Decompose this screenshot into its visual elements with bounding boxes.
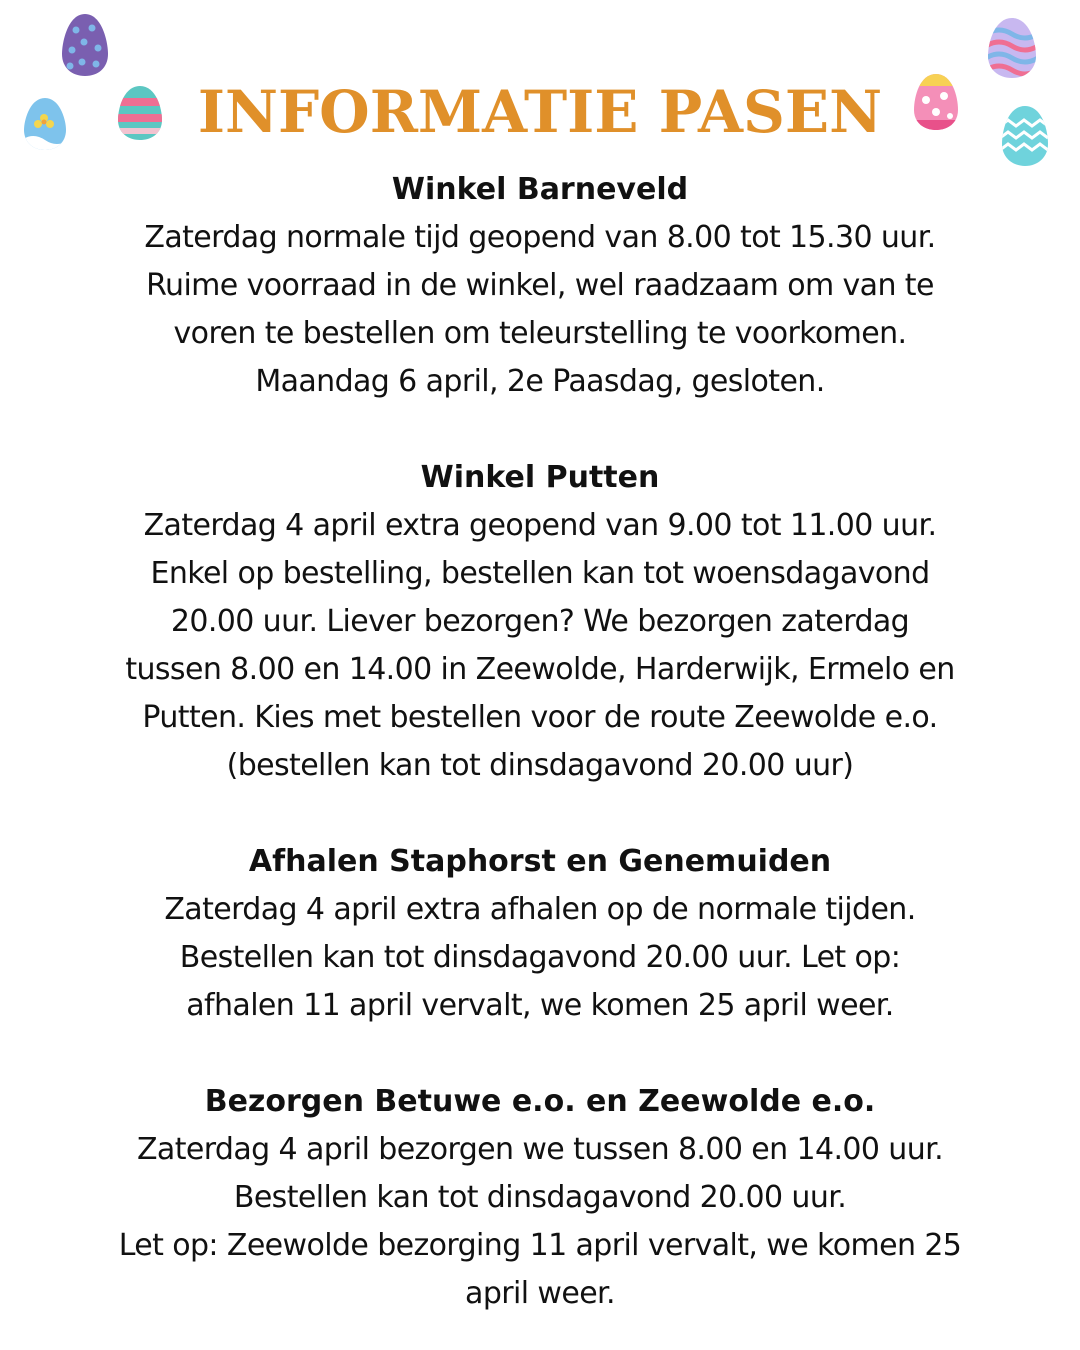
section-bezorgen-betuwe-zeewolde (30, 1078, 1050, 1318)
section-line: Putten. Kies met bestellen voor de route Zeewolde e.o. (142, 700, 938, 735)
section-line: afhalen 11 april vervalt, we komen 25 april weer. (186, 988, 894, 1023)
section-winkel-barneveld (30, 166, 1050, 406)
section-line: Bestellen kan tot dinsdagavond 20.00 uur. Let op: (179, 940, 901, 975)
easter-egg-purple-icon (60, 12, 110, 78)
info-content (30, 166, 1050, 1318)
section-winkel-putten (30, 454, 1050, 790)
section-afhalen-staphorst-genemuiden (30, 838, 1050, 1030)
section-heading: Winkel Putten (420, 460, 660, 495)
section-line: Ruime voorraad in de winkel, wel raadzaam om van te (146, 268, 934, 303)
section-line: (bestellen kan tot dinsdagavond 20.00 uur) (226, 748, 854, 783)
section-line: Maandag 6 april, 2e Paasdag, gesloten. (255, 364, 825, 399)
section-heading: Winkel Barneveld (391, 172, 689, 207)
section-line: Let op: Zeewolde bezorging 11 april vervalt, we komen 25 (118, 1228, 962, 1263)
section-line: Zaterdag 4 april bezorgen we tussen 8.00 en 14.00 uur. (136, 1132, 944, 1167)
section-heading: Afhalen Staphorst en Genemuiden (248, 844, 832, 879)
section-line: Zaterdag 4 april extra geopend van 9.00 tot 11.00 uur. (143, 508, 937, 543)
section-line: 20.00 uur. Liever bezorgen? We bezorgen zaterdag (170, 604, 910, 639)
section-heading: Bezorgen Betuwe e.o. en Zeewolde e.o. (204, 1084, 876, 1119)
section-line: tussen 8.00 en 14.00 in Zeewolde, Harderwijk, Ermelo en (125, 652, 955, 687)
section-line: Enkel op bestelling, bestellen kan tot woensdagavond (150, 556, 930, 591)
page-title: INFORMATIE PASEN (197, 78, 883, 146)
section-line: voren te bestellen om teleurstelling te voorkomen. (173, 316, 907, 351)
section-line: Zaterdag normale tijd geopend van 8.00 tot 15.30 uur. (144, 220, 936, 255)
section-line: april weer. (465, 1276, 615, 1311)
section-line: Bestellen kan tot dinsdagavond 20.00 uur. (233, 1180, 847, 1215)
section-line: Zaterdag 4 april extra afhalen op de normale tijden. (164, 892, 916, 927)
easter-egg-lilac-waves-icon (986, 16, 1038, 80)
